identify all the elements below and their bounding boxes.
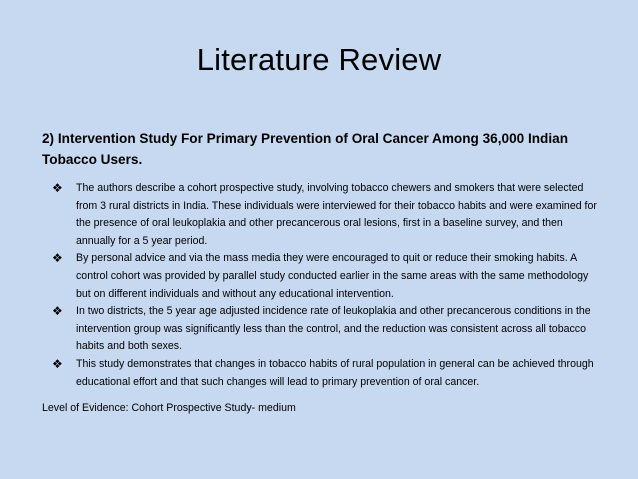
slide-title: Literature Review [196,42,442,77]
bullet-text: In two districts, the 5 year age adjusted incidence rate of leukoplakia and other precancerous conditions in the intervention group was significantly less than the control, and the reduction was consistent across all tobacco habits and both sexes. [76,305,591,353]
study-subtitle: 2) Intervention Study For Primary Prevention of Oral Cancer Among 36,000 Indian Tobacco Users. [42,131,569,167]
diamond-bullet-icon: ❖ [52,251,63,266]
bullet-list [52,180,597,391]
list-item [52,250,597,303]
list-item [52,303,597,356]
bullet-text: This study demonstrates that changes in tobacco habits of rural population in general can be achieved through educational effort and that such changes will lead to primary prevention of oral cancer. [76,357,594,388]
bullet-text: The authors describe a cohort prospective study, involving tobacco chewers and smokers that were selected from 3 rural districts in India. These individuals were interviewed for their tobacco habits and were examined for the presence of oral leukoplakia and other precancerous oral lesions, first in a baseline survey, and then annually for a 5 year period. [76,182,597,247]
list-item [52,180,597,250]
diamond-bullet-icon: ❖ [52,356,63,371]
diamond-bullet-icon: ❖ [52,304,63,319]
evidence-level: Level of Evidence: Cohort Prospective Study- medium [42,402,296,414]
list-item [52,356,597,391]
bullet-text: By personal advice and via the mass media they were encouraged to quit or reduce their smoking habits. A control cohort was provided by parallel study conducted earlier in the same areas with the same methodology but on different individuals and without any educational intervention. [76,252,589,300]
diamond-bullet-icon: ❖ [52,181,63,195]
